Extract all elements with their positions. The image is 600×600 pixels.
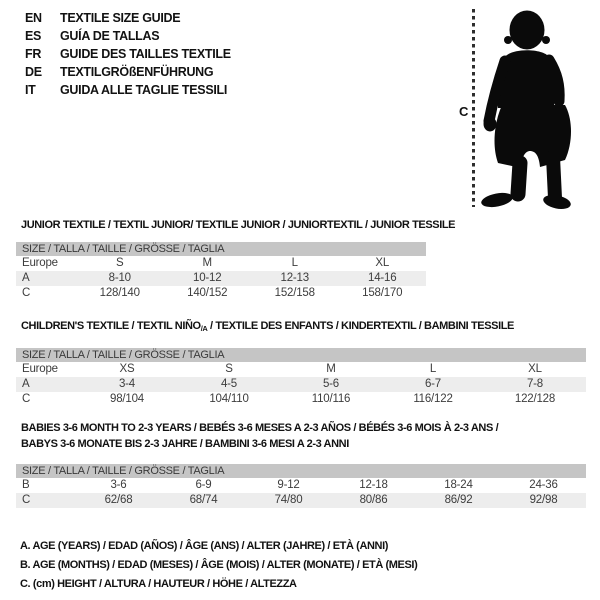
size-header-bar: SIZE / TALLA / TAILLE / GRÖSSE / TAGLIA [16,464,586,478]
table-row-europe [16,256,426,271]
size-cell: S [225,363,233,375]
table-row-europe [16,362,586,377]
row-label: A [22,378,30,390]
row-label: Europe [22,257,58,269]
lang-code: DE [25,65,42,79]
babies-title-line1: BABIES 3-6 MONTH TO 2-3 YEARS / BEBÉS 3-6 MESES A 2-3 AÑOS / BÉBÉS 3-6 MOIS À 2-3 ANS / [21,422,499,434]
size-cell: S [116,257,124,269]
babies-title-line2: BABYS 3-6 MONATE BIS 2-3 JAHRE / BAMBINI 3-6 MESI A 2-3 ANNI [21,438,349,450]
lang-row-fr [25,45,231,63]
baby-hand-left [484,117,497,132]
size-cell: 140/152 [187,287,228,299]
size-cell: M [326,363,336,375]
footnote-age-years: A. AGE (YEARS) / EDAD (AÑOS) / ÂGE (ANS) / ALTER (JAHRE) / ETÀ (ANNI) [20,540,388,552]
baby-ear-left [504,36,512,44]
children-title-subscript: /A [200,324,208,333]
row-label: B [22,479,30,491]
children-title-pre: CHILDREN'S TEXTILE / TEXTIL NIÑO [21,320,201,332]
size-cell: 98/104 [110,393,144,405]
lang-title: GUÍA DE TALLAS [60,29,160,43]
size-cell: 14-16 [368,272,397,284]
lang-row-de [25,63,231,81]
size-cell: M [202,257,212,269]
row-label: C [22,393,31,405]
height-measure-dashed-line [472,9,475,207]
size-cell: 10-12 [193,272,222,284]
table-row-height [16,392,586,407]
size-cell: 6-9 [195,479,212,491]
lang-title: TEXTILGRÖßENFÜHRUNG [60,65,214,79]
footnote-height: C. (cm) HEIGHT / ALTURA / HAUTEUR / HÖHE / ALTEZZA [20,578,297,590]
size-cell: XL [528,363,542,375]
size-cell: 5-6 [322,378,340,390]
lang-row-it [25,81,231,99]
lang-code: FR [25,47,42,61]
size-cell: 86/92 [444,494,473,506]
size-cell: 18-24 [444,479,473,491]
size-cell: 3-6 [110,479,127,491]
baby-leg-left [518,163,520,194]
size-cell: XL [375,257,390,269]
row-label: Europe [22,363,58,375]
lang-code: EN [25,11,42,25]
row-label: C [22,494,31,506]
table-row-months [16,478,586,493]
height-measure-label: C [459,104,469,119]
size-cell: 4-5 [220,378,238,390]
size-cell: 68/74 [189,494,218,506]
size-cell: 128/140 [99,287,140,299]
footnote-age-months: B. AGE (MONTHS) / EDAD (MESES) / ÂGE (MOIS) / ALTER (MONATE) / ETÀ (MESI) [20,559,418,571]
size-cell: L [429,363,437,375]
baby-head [510,11,545,50]
table-row-age [16,271,426,286]
size-cell: 3-4 [118,378,136,390]
children-section-title [21,318,514,337]
children-size-table [16,348,586,407]
size-cell: 122/128 [514,393,556,405]
size-cell: XS [119,363,135,375]
size-cell: 158/170 [362,287,403,299]
table-row-age [16,377,586,392]
size-cell: 110/116 [311,393,351,405]
language-title-list [25,9,231,99]
lang-row-en [25,9,231,27]
baby-leg-right [553,157,555,198]
size-cell: 80/86 [359,494,388,506]
size-header-bar: SIZE / TALLA / TAILLE / GRÖSSE / TAGLIA [16,348,586,362]
size-cell: 12-13 [280,272,309,284]
size-cell: 24-36 [529,479,558,491]
size-cell: 9-12 [277,479,300,491]
baby-ear-right [542,36,550,44]
table-row-height [16,493,586,508]
lang-code: ES [25,29,42,43]
lang-title: TEXTILE SIZE GUIDE [60,11,181,25]
size-cell: L [291,257,298,269]
row-label: C [22,287,31,299]
size-cell: 6-7 [424,378,442,390]
lang-code: IT [25,83,36,97]
lang-title: GUIDE DES TAILLES TEXTILE [60,47,231,61]
baby-foot-left [481,191,514,210]
legend-footnotes [20,537,417,594]
size-cell: 92/98 [529,494,558,506]
size-cell: 152/158 [274,287,315,299]
size-cell: 74/80 [274,494,303,506]
lang-title: GUIDA ALLE TAGLIE TESSILI [60,83,228,97]
junior-section-title: JUNIOR TEXTILE / TEXTIL JUNIOR/ TEXTILE JUNIOR / JUNIORTEXTIL / JUNIOR TESSILE [21,219,456,231]
size-cell: 7-8 [526,378,544,390]
size-cell: 8-10 [108,272,131,284]
lang-row-es [25,27,231,45]
babies-section-title [21,420,498,452]
size-header-bar: SIZE / TALLA / TAILLE / GRÖSSE / TAGLIA [16,242,426,256]
row-label: A [22,272,30,284]
size-cell: 104/110 [209,393,249,405]
size-cell: 12-18 [359,479,388,491]
size-cell: 62/68 [104,494,133,506]
baby-silhouette [481,5,599,210]
junior-size-table [16,242,426,301]
babies-size-table [16,464,586,508]
children-title-post: / TEXTILE DES ENFANTS / KINDERTEXTIL / BAMBINI TESSILE [207,320,514,332]
table-row-height [16,286,426,301]
size-cell: 116/122 [413,393,453,405]
